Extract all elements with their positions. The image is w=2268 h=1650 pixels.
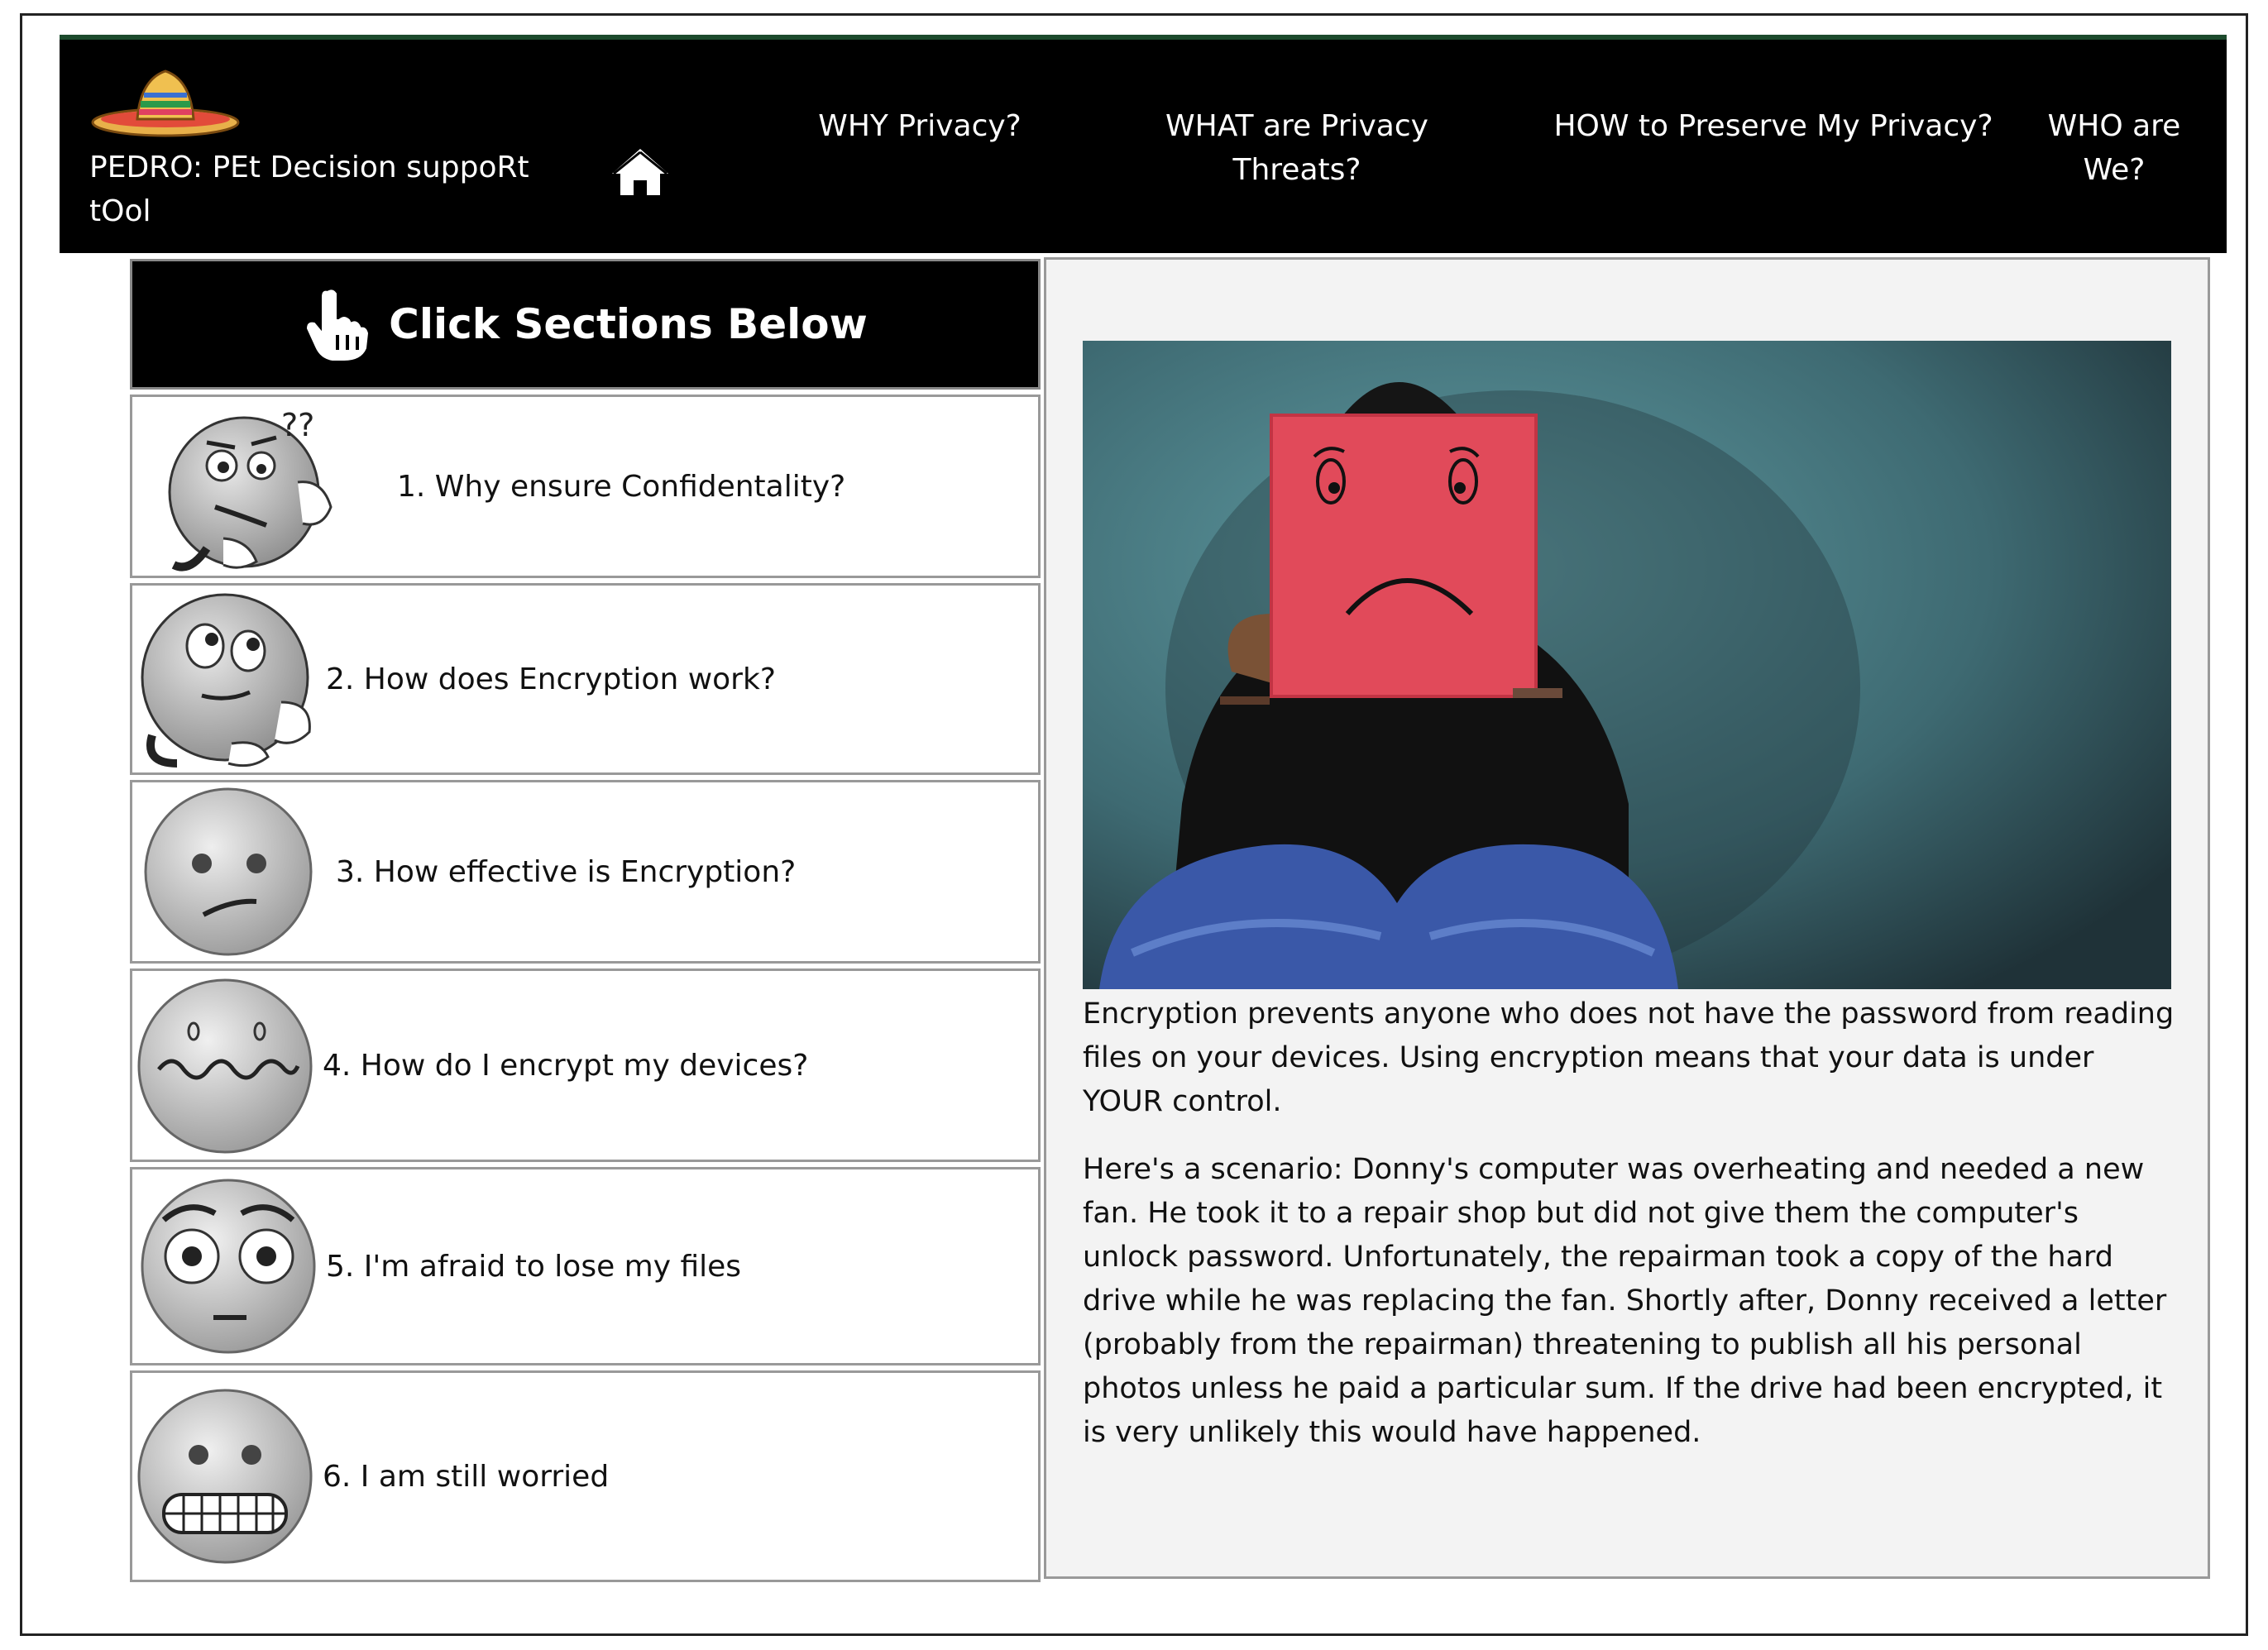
brand-title: PEDRO: PEt Decision suppoRt tOol <box>89 151 529 228</box>
content-panel <box>1044 257 2210 1579</box>
click-sections-header <box>130 259 1041 390</box>
section-4-label: 4. How do I encrypt my devices? <box>323 1048 809 1083</box>
hand-pointer-icon <box>303 287 369 361</box>
sombrero-icon <box>89 65 242 141</box>
confused-face-icon <box>141 784 319 959</box>
nav-what-privacy-threats[interactable]: WHAT are Privacy Threats? <box>1165 109 1428 187</box>
section-3-label: 3. How effective is Encryption? <box>336 854 797 889</box>
nav-why-privacy[interactable]: WHY Privacy? <box>818 109 1022 143</box>
encryption-intro-paragraph: Encryption prevents anyone who does not have the password from reading files on your devices. Using encryption means that your data is under YOUR control. <box>1083 997 2175 1118</box>
sections-panel <box>130 259 1041 1582</box>
section-1-label: 1. Why ensure Confidentality? <box>397 469 846 504</box>
photo-illustration <box>1083 341 2171 989</box>
click-sections-title: Click Sections Below <box>389 300 868 348</box>
brand[interactable] <box>89 65 586 233</box>
section-6[interactable] <box>130 1370 1041 1582</box>
nauseated-face-icon <box>136 973 314 1157</box>
section-2[interactable] <box>130 583 1041 775</box>
section-5-label: 5. I'm afraid to lose my files <box>326 1249 742 1284</box>
section-2-label: 2. How does Encryption work? <box>326 662 776 696</box>
section-6-label: 6. I am still worried <box>323 1459 610 1494</box>
sad-mask-photo <box>1083 341 2171 989</box>
home-icon[interactable] <box>609 146 672 198</box>
shocked-face-icon <box>139 1175 318 1357</box>
grimacing-face-icon <box>136 1385 314 1567</box>
section-4[interactable] <box>130 968 1041 1162</box>
nav-who-are-we[interactable]: WHO are We? <box>2047 109 2181 187</box>
section-3[interactable] <box>130 780 1041 964</box>
section-1[interactable] <box>130 395 1041 578</box>
top-navigation-bar <box>60 35 2227 253</box>
section-5[interactable] <box>130 1167 1041 1365</box>
thinking-face-icon <box>157 399 364 573</box>
svg-text:??: ?? <box>281 407 315 443</box>
pondering-face-icon <box>136 586 318 772</box>
scenario-paragraph: Here's a scenario: Donny's computer was overheating and needed a new fan. He took it to a repair shop but did not give them the computer's unlock password. Unfortunately, the repairman took a copy of the hard drive while he was replacing the fan. Shortly after, Donny received a letter (probably from the repairman) threatening to publish all his personal photos unless he paid a particular sum. If the drive had been encrypted, it is very unlikely this would have happened. <box>1083 1153 2167 1449</box>
nav-how-preserve-privacy[interactable]: HOW to Preserve My Privacy? <box>1553 109 1993 143</box>
